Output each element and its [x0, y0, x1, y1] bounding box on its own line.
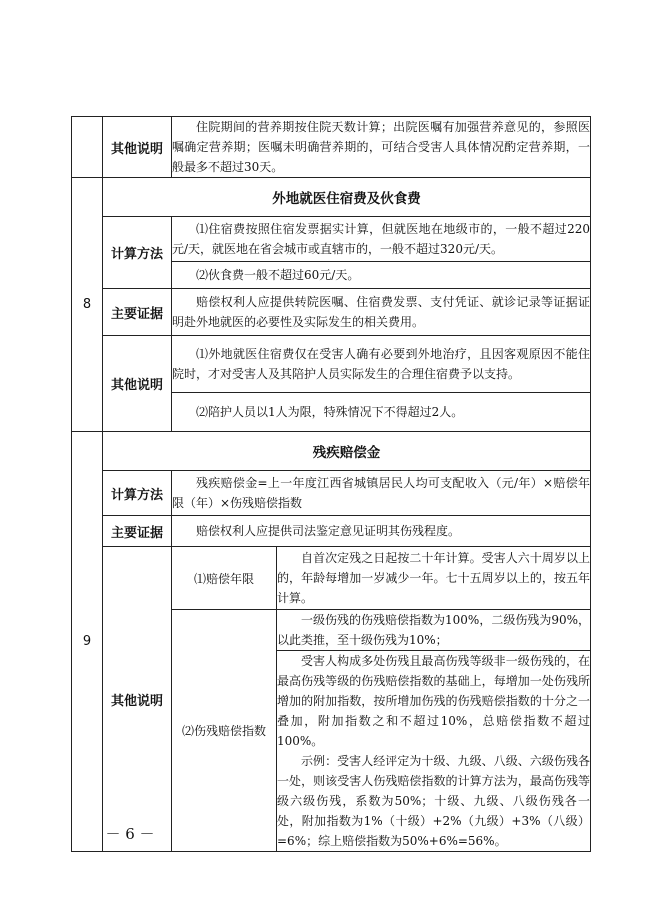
row-number-cell — [72, 117, 103, 178]
section-number: 8 — [72, 178, 103, 432]
section-8-title-row — [72, 178, 591, 217]
calc-text: 残疾赔偿金=上一年度江西省城镇居民人均可支配收入（元/年）×赔偿年限（年）×伤残赔偿指数 — [172, 471, 591, 516]
sub-text-block — [277, 651, 591, 852]
section-9-evidence-row — [72, 516, 591, 547]
other-item: ⑵陪护人员以1人为限，特殊情况下不得超过2人。 — [172, 393, 591, 432]
row-label: 其他说明 — [103, 117, 172, 178]
section-9-calc-row — [72, 471, 591, 516]
calc-label: 计算方法 — [103, 471, 172, 516]
section-8-other-row-1 — [72, 336, 591, 393]
section-8-calc-row-1 — [72, 217, 591, 262]
calc-item: ⑵伙食费一般不超过60元/天。 — [172, 262, 591, 289]
sub-label: ⑵伤残赔偿指数 — [172, 610, 277, 852]
sub-label: ⑴赔偿年限 — [172, 547, 277, 610]
other-label: 其他说明 — [103, 336, 172, 432]
other-item: ⑴外地就医住宿费仅在受害人确有必要到外地治疗，且因客观原因不能住院时，才对受害人及其陪护人员实际发生的合理住宿费予以支持。 — [172, 336, 591, 393]
section-title: 残疾赔偿金 — [103, 432, 591, 471]
page-number: － 6 － — [105, 825, 155, 843]
section-number: 9 — [72, 432, 103, 852]
sub-text-example: 示例：受害人经评定为十级、九级、八级、六级伤残各一处，则该受害人伤残赔偿指数的计算方法为，最高伤残等级六级伤残，系数为50%；十级、九级、八级伤残各一处，附加指数为1%（十级）+2%（九级）+3%（八级）=6%；综上赔偿指数为50%+6%=56%。 — [277, 754, 590, 848]
evidence-label: 主要证据 — [103, 516, 172, 547]
sub-text: 自首次定残之日起按二十年计算。受害人六十周岁以上的，年龄每增加一岁减少一年。七十五周岁以上的，按五年计算。 — [277, 547, 591, 610]
compensation-table — [71, 116, 591, 852]
sub-text-paragraph: 受害人构成多处伤残且最高伤残等级非一级伤残的，在最高伤残等级的伤残赔偿指数的基础上，每增加一处伤残所增加的附加指数，按所增加伤残的伤残赔偿指数的十分之一叠加，附加指数之和不超过10%，总赔偿指数不超过100%。 — [277, 654, 590, 748]
section-9-title-row — [72, 432, 591, 471]
evidence-text: 赔偿权利人应提供转院医嘱、住宿费发票、支付凭证、就诊记录等证据证明赴外地就医的必要性及实际发生的相关费用。 — [172, 289, 591, 336]
section-9-other-row-1 — [72, 547, 591, 610]
row-text: 住院期间的营养期按住院天数计算；出院医嘱有加强营养意见的，参照医嘱确定营养期；医嘱未明确营养期的，可结合受害人具体情况酌定营养期，一般最多不超过30天。 — [172, 117, 591, 178]
other-label: 其他说明 — [103, 547, 172, 852]
row-prev-other — [72, 117, 591, 178]
calc-item: ⑴住宿费按照住宿发票据实计算，但就医地在地级市的，一般不超过220元/天，就医地在省会城市或直辖市的，一般不超过320元/天。 — [172, 217, 591, 262]
evidence-label: 主要证据 — [103, 289, 172, 336]
calc-label: 计算方法 — [103, 217, 172, 289]
evidence-text: 赔偿权利人应提供司法鉴定意见证明其伤残程度。 — [172, 516, 591, 547]
sub-text: 一级伤残的伤残赔偿指数为100%，二级伤残为90%，以此类推，至十级伤残为10%； — [277, 610, 591, 651]
section-8-evidence-row — [72, 289, 591, 336]
section-title: 外地就医住宿费及伙食费 — [103, 178, 591, 217]
